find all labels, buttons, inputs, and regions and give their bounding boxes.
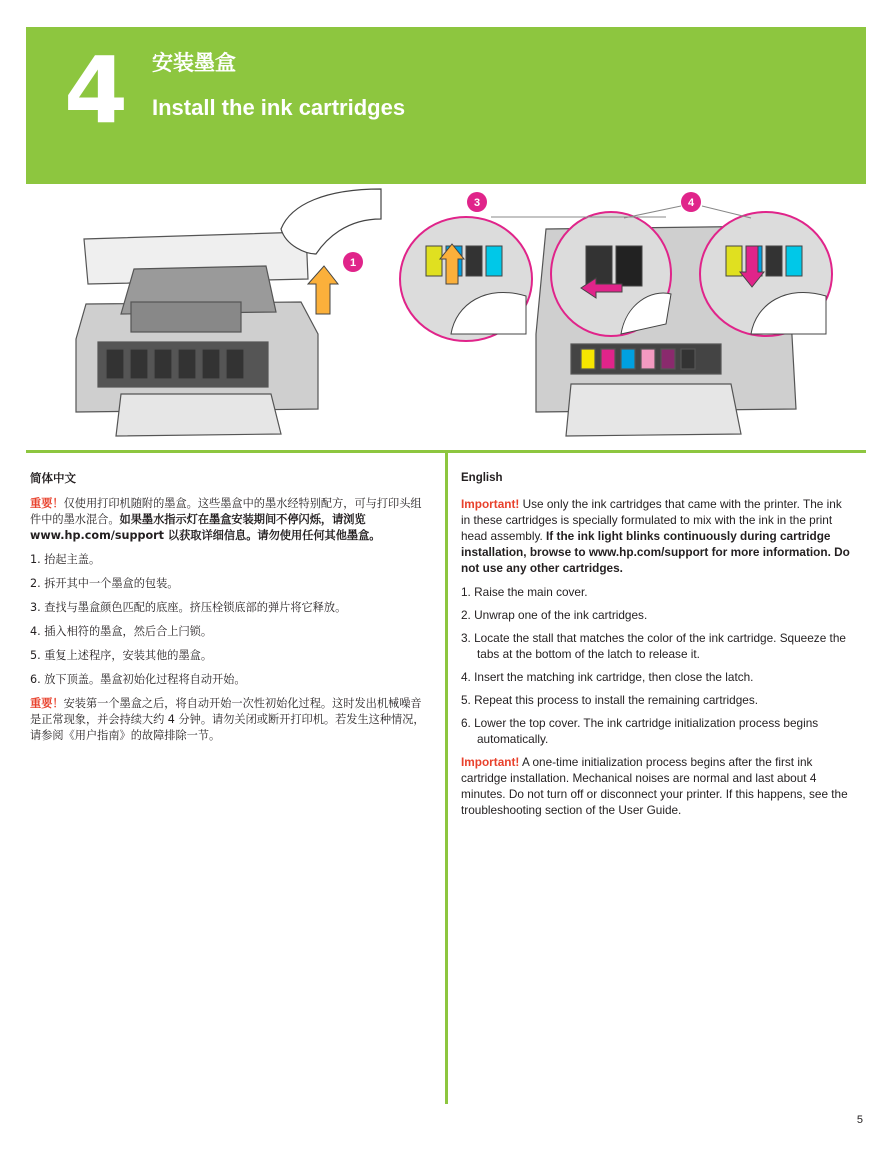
en-step: 3. Locate the stall that matches the color of the ink cartridge. Squeeze the tabs at the bottom of the latch to release it. [461, 631, 846, 661]
zh-step: 4. 插入相符的墨盒，然后合上闩锁。 [30, 625, 213, 638]
title-english: Install the ink cartridges [152, 95, 406, 120]
en-step: 5. Repeat this process to install the remaining cartridges. [461, 693, 759, 707]
zh-step: 1. 抬起主盖。 [30, 553, 101, 566]
zh-step: 3. 查找与墨盒颜色匹配的底座。挤压栓锁底部的弹片将它释放。 [30, 601, 347, 614]
zh-important-2-text: 安装第一个墨盒之后，将自动开始一次性初始化过程。这时发出机械噪音是正常现象，并会持续大约 4 分钟。请勿关闭或断开打印机。若发生这种情况，请参阅《用户指南》的故障排除一节。 [30, 697, 425, 742]
arrow-up-left [308, 266, 338, 314]
en-steps [461, 584, 853, 747]
en-important-2-label: Important! [461, 755, 520, 769]
en-important-1-text: Use only the ink cartridges that came with the printer. The ink in these cartridges is specially formulated to mix with the ink in the print head assembly. [461, 497, 842, 543]
page-number: 5 [856, 1114, 863, 1126]
zh-important-2 [30, 696, 430, 744]
en-important-1-label: Important! [461, 497, 520, 511]
zh-important-1-bold: 如果墨水指示灯在墨盒安装期间不停闪烁，请浏览 www.hp.com/support 以获取详细信息。请勿使用任何其他墨盒。 [30, 513, 381, 542]
callout-4-label: 4 [687, 197, 695, 209]
en-important-1-bold: If the ink light blinks continuously during cartridge installation, browse to www.hp.com/support for more information. Do not use any other cartridges. [461, 529, 850, 575]
en-step: 4. Insert the matching ink cartridge, then close the latch. [461, 670, 754, 684]
zh-important-1-label: 重要！ [30, 497, 64, 510]
zh-step: 5. 重复上述程序，安装其他的墨盒。 [30, 649, 213, 662]
en-important-1 [461, 496, 853, 576]
zh-step: 2. 拆开其中一个墨盒的包装。 [30, 577, 179, 590]
zoom-circle-1 [400, 217, 532, 341]
en-important-2-text: A one-time initialization process begins after the first ink cartridge installation. Mechanical noises are normal and last about 4 minutes. Do not turn off or disconnect your printer. If this happens, see the troubleshooting section of the User Guide. [461, 755, 848, 817]
title-chinese: 安装墨盒 [152, 51, 236, 75]
printer-illustration [26, 184, 866, 452]
en-step: 6. Lower the top cover. The ink cartridge initialization process begins automatically. [461, 716, 819, 746]
zoom-circle-2 [551, 212, 671, 336]
zh-heading: 简体中文 [30, 471, 76, 485]
column-divider [445, 452, 448, 1104]
zh-important-1 [30, 496, 430, 544]
step-number: 4 [64, 37, 129, 144]
chinese-column [30, 470, 430, 752]
en-important-2 [461, 754, 853, 818]
callout-3-label: 3 [473, 197, 481, 209]
printer-left [76, 232, 318, 436]
step-header [26, 27, 866, 184]
callout-1-label: 1 [349, 257, 357, 269]
hand-left [281, 189, 381, 254]
english-column [461, 470, 853, 826]
zh-important-1-text: 仅使用打印机随附的墨盒。这些墨盒中的墨水经特别配方，可与打印头组件中的墨水混合。 [30, 497, 422, 526]
en-step: 2. Unwrap one of the ink cartridges. [461, 608, 648, 622]
zh-important-2-label: 重要！ [30, 697, 64, 710]
en-step: 1. Raise the main cover. [461, 585, 588, 599]
en-heading: English [461, 472, 503, 484]
zoom-circle-3 [700, 212, 832, 336]
zh-step: 6. 放下顶盖。墨盒初始化过程将自动开始。 [30, 673, 246, 686]
zh-steps [30, 552, 430, 688]
